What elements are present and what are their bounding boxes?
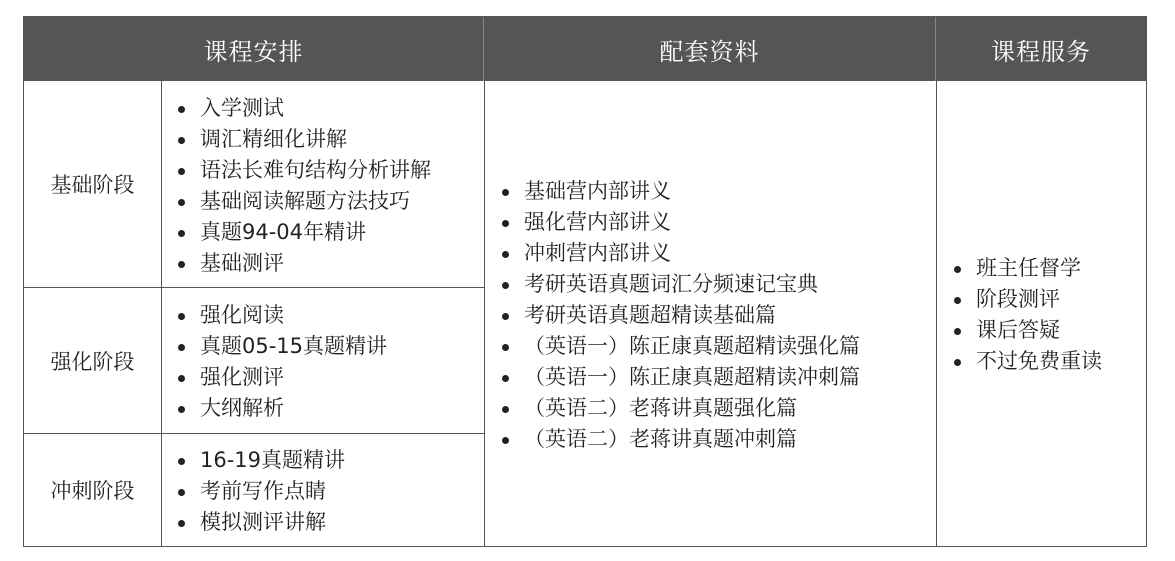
list-item: 基础阅读解题方法技巧 xyxy=(174,186,431,217)
list-item: 强化阅读 xyxy=(174,300,387,331)
list-item: 大纲解析 xyxy=(174,393,387,424)
list-item: 课后答疑 xyxy=(950,315,1102,346)
divider xyxy=(484,81,485,546)
list-item: 基础营内部讲义 xyxy=(498,176,860,207)
list-item: 冲刺营内部讲义 xyxy=(498,238,860,269)
materials-list xyxy=(498,176,860,455)
list-item: 基础测评 xyxy=(174,248,431,279)
course-table xyxy=(23,16,1147,547)
services-list xyxy=(950,253,1102,377)
list-item: 模拟测评讲解 xyxy=(174,507,345,538)
list-item: 考研英语真题超精读基础篇 xyxy=(498,300,860,331)
list-item: 16-19真题精讲 xyxy=(174,445,345,476)
list-item: 强化营内部讲义 xyxy=(498,207,860,238)
divider xyxy=(161,81,162,546)
list-item: 强化测评 xyxy=(174,362,387,393)
table-header xyxy=(24,17,1146,81)
list-item: 调汇精细化讲解 xyxy=(174,124,431,155)
intensive-items xyxy=(174,300,387,424)
sprint-items xyxy=(174,445,345,538)
header-services: 课程服务 xyxy=(991,37,1091,66)
list-item: 阶段测评 xyxy=(950,284,1102,315)
list-item: 班主任督学 xyxy=(950,253,1102,284)
list-item: （英语二）老蒋讲真题强化篇 xyxy=(498,393,860,424)
divider xyxy=(936,81,937,546)
list-item: 考研英语真题词汇分频速记宝典 xyxy=(498,269,860,300)
list-item: （英语一）陈正康真题超精读冲刺篇 xyxy=(498,362,860,393)
list-item: （英语一）陈正康真题超精读强化篇 xyxy=(498,331,860,362)
list-item: 真题94-04年精讲 xyxy=(174,217,431,248)
list-item: （英语二）老蒋讲真题冲刺篇 xyxy=(498,424,860,455)
header-materials: 配套资料 xyxy=(484,17,936,81)
list-item: 不过免费重读 xyxy=(950,346,1102,377)
foundation-items xyxy=(174,93,431,279)
header-schedule: 课程安排 xyxy=(24,17,484,81)
stage-label-sprint: 冲刺阶段 xyxy=(50,479,135,503)
stage-label-intensive: 强化阶段 xyxy=(50,349,135,374)
stage-label-foundation: 基础阶段 xyxy=(50,173,135,197)
list-item: 入学测试 xyxy=(174,93,431,124)
list-item: 考前写作点睛 xyxy=(174,476,345,507)
list-item: 真题05-15真题精讲 xyxy=(174,331,387,362)
list-item: 语法长难句结构分析讲解 xyxy=(174,155,431,186)
